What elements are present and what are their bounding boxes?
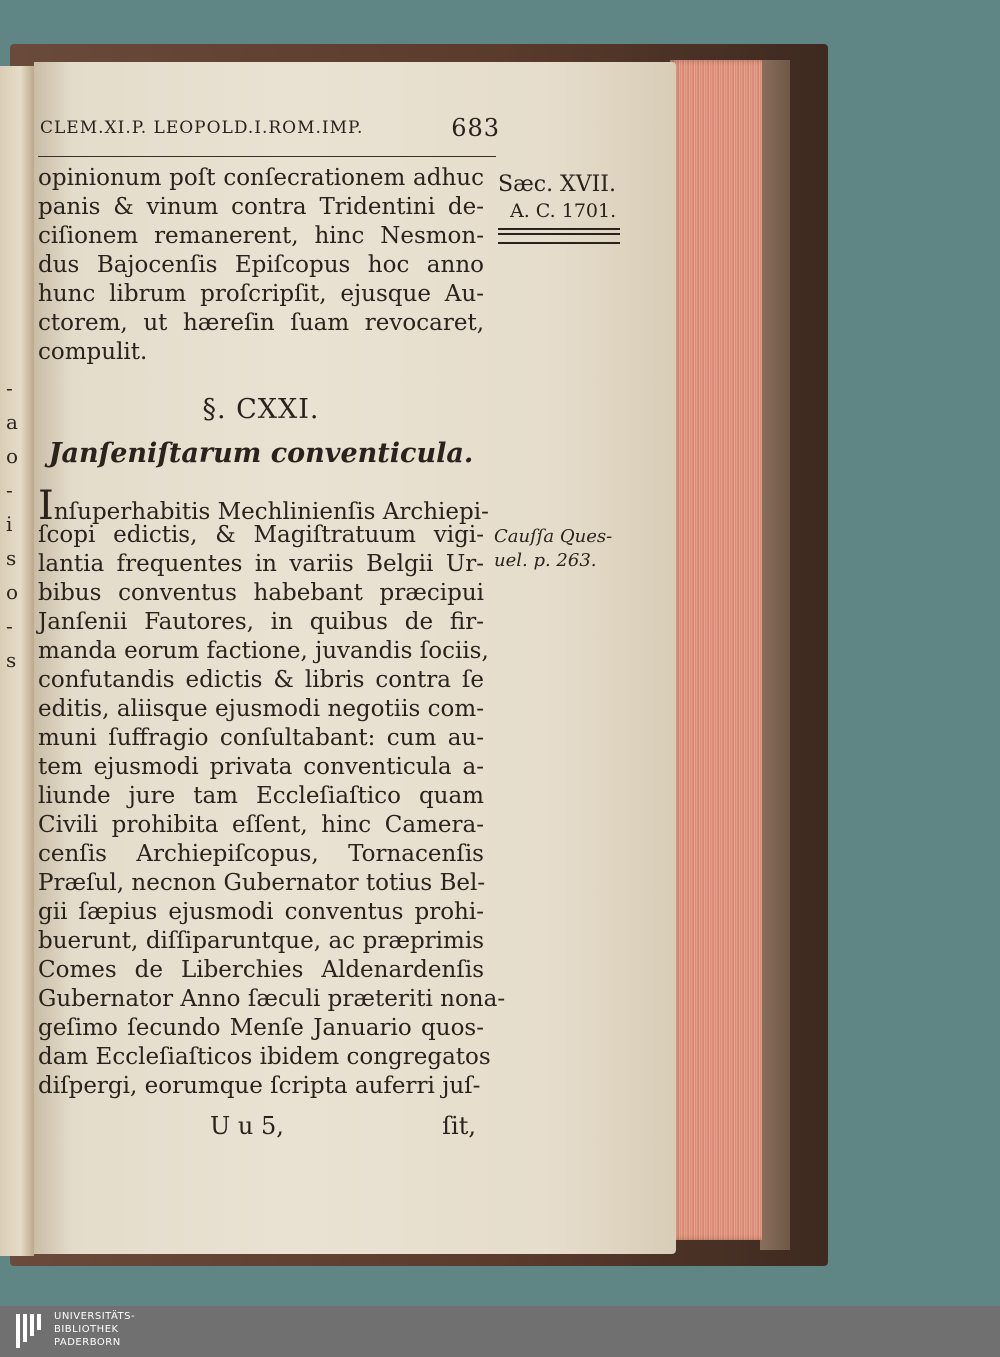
margin-century: Sæc. XVII. [498,172,616,197]
paragraph-line: hunc librum proſcripſit, ejusque Au- [38,281,484,307]
paragraph-line: cenſis Archiepiſcopus, Tornacenſis [38,841,484,867]
paragraph-line: Janſenii Fautores, in quibus de fir- [38,609,484,635]
left-page-fragment: o [6,580,19,604]
paragraph-line: ctorem, ut hæreſin ſuam revocaret, [38,310,484,336]
left-page-fragment: a [6,410,18,434]
paragraph-line: opinionum poſt conſecrationem adhuc [38,165,484,191]
paragraph-line: dam Eccleſiaſticos ibidem congregatos [38,1044,491,1070]
margin-year: A. C. 1701. [510,200,617,222]
paragraph-line: Civili prohibita eſſent, hinc Camera- [38,812,484,838]
section-title: Janſeniſtarum conventicula. [48,438,474,469]
paragraph-line: muni ſuffragio conſultabant: cum au- [38,725,484,751]
left-page-fragment: s [6,648,17,672]
margin-reference-1: Cauſſa Ques- [494,526,613,547]
paragraph-line: tem ejusmodi privata conventicula a- [38,754,484,780]
paragraph-line: Gubernator Anno ſæculi præteriti nona- [38,986,506,1012]
page-number: 683 [451,114,500,142]
left-page-fragment: - [6,376,13,400]
library-footer-bar [0,1306,1000,1357]
library-name: UNIVERSITÄTS- BIBLIOTHEK PADERBORN [54,1311,136,1348]
paragraph-line: liunde jure tam Eccleſiaſtico quam [38,783,484,809]
running-head: CLEM.XI.P. LEOPOLD.I.ROM.IMP. [40,118,364,138]
catchword: ſit, [442,1112,476,1140]
margin-reference-2: uel. p. 263. [494,550,597,571]
paragraph-line: confutandis edictis & libris contra ſe [38,667,484,693]
paragraph-line: ſcopi edictis, & Magiſtratuum vigi- [38,522,484,548]
paragraph-2 [38,483,506,1101]
paragraph-line: Præſul, necnon Gubernator totius Bel- [38,870,486,896]
paragraph-line: editis, aliisque ejusmodi negotiis com- [38,696,484,722]
page-footer [210,1112,476,1140]
running-header [40,114,500,142]
left-page-fragment: i [6,512,13,536]
book-back-edge [760,60,790,1250]
paragraph-line: geſimo ſecundo Menſe Januario quos- [38,1015,484,1041]
paragraph-line: Comes de Liberchies Aldenardenſis [38,957,484,983]
library-logo-icon [16,1314,46,1348]
paragraph-line: lantia frequentes in variis Belgii Ur- [38,551,484,577]
paragraph-line: gii ſæpius ejusmodi conventus prohi- [38,899,484,925]
paragraph-line: compulit. [38,339,148,365]
paragraph-line: buerunt, diſſiparuntque, ac præprimis [38,928,484,954]
paragraph-line: bibus conventus habebant præcipui [38,580,484,606]
paragraph-line: dus Bajocenſis Epiſcopus hoc anno [38,252,484,278]
paragraph-line: Inſuperhabitis Mechlinienſis Archiepi- [38,483,489,529]
header-rule [38,156,496,157]
paragraph-line: manda eorum factione, juvandis ſociis, [38,638,489,664]
left-page-fragment: - [6,478,13,502]
section-number: §. CXXI. [202,394,320,425]
left-page-edge [0,66,34,1256]
left-page-fragment: - [6,614,13,638]
left-page-fragment: s [6,546,17,570]
margin-double-rule [498,228,620,244]
drop-cap: I [38,483,54,529]
page-edges [670,60,762,1240]
left-page-fragment: o [6,444,19,468]
paragraph-line: panis & vinum contra Tridentini de- [38,194,484,220]
paragraph-line: ciſionem remanerent, hinc Nesmon- [38,223,484,249]
signature-mark: U u 5, [210,1112,284,1140]
paragraph-1 [38,164,484,367]
paragraph-line: diſpergi, eorumque ſcripta auferri juſ- [38,1073,481,1099]
